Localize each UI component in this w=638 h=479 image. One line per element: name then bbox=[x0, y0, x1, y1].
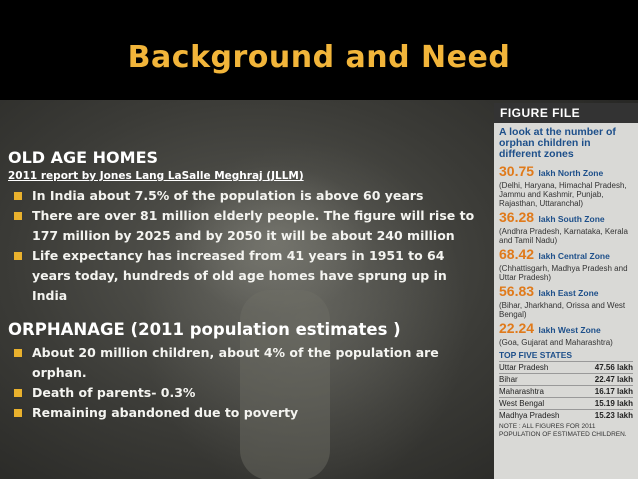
bullet-icon bbox=[14, 212, 22, 220]
figure-intro: A look at the number of orphan children in different zones bbox=[499, 126, 616, 160]
old-age-list bbox=[8, 186, 483, 306]
state-value: 22.47 lakh bbox=[581, 374, 633, 386]
table-row bbox=[499, 410, 633, 422]
list-item bbox=[8, 186, 483, 206]
state-name: Bihar bbox=[499, 374, 581, 386]
bullet-icon bbox=[14, 349, 22, 357]
zone-label: lakh East Zone bbox=[538, 288, 599, 298]
bullet-text: About 20 million children, about 4% of the population are orphan. bbox=[32, 345, 439, 380]
zone-states: (Bihar, Jharkhand, Orissa and West Bengal) bbox=[499, 301, 626, 319]
report-source: 2011 report by Jones Lang LaSalle Meghraj (JLLM) bbox=[8, 170, 304, 182]
zone-states: (Goa, Gujarat and Maharashtra) bbox=[499, 338, 613, 347]
zone-north bbox=[494, 162, 638, 208]
state-value: 47.56 lakh bbox=[581, 362, 633, 374]
bullet-icon bbox=[14, 409, 22, 417]
zone-value: 68.42 bbox=[499, 246, 535, 262]
table-row bbox=[499, 362, 633, 374]
zone-value: 30.75 bbox=[499, 163, 535, 179]
figure-file-panel bbox=[494, 103, 638, 479]
bullet-text: There are over 81 million elderly people. The figure will rise to 177 million by 2025 and by 2050 it will be about 240 million bbox=[32, 208, 475, 243]
list-item bbox=[8, 343, 483, 383]
zone-east bbox=[494, 282, 638, 319]
bullet-text: Life expectancy has increased from 41 years in 1951 to 64 years today, hundreds of old age homes have sprung up in India bbox=[32, 248, 447, 303]
list-item bbox=[8, 383, 483, 403]
zone-value: 36.28 bbox=[499, 209, 535, 225]
list-item bbox=[8, 403, 483, 423]
zone-central bbox=[494, 245, 638, 282]
zone-south bbox=[494, 208, 638, 245]
orphanage-list bbox=[8, 343, 483, 423]
bullet-icon bbox=[14, 192, 22, 200]
bullet-text: Death of parents- 0.3% bbox=[32, 385, 196, 400]
state-value: 15.23 lakh bbox=[581, 410, 633, 422]
old-age-heading: OLD AGE HOMES bbox=[8, 148, 159, 167]
table-row bbox=[499, 386, 633, 398]
list-item bbox=[8, 246, 483, 306]
state-name: West Bengal bbox=[499, 398, 581, 410]
zone-states: (Andhra Pradesh, Karnataka, Kerala and Tamil Nadu) bbox=[499, 227, 628, 245]
state-value: 16.17 lakh bbox=[581, 386, 633, 398]
table-row bbox=[499, 374, 633, 386]
state-name: Madhya Pradesh bbox=[499, 410, 581, 422]
zone-states: (Delhi, Haryana, Himachal Pradesh, Jammu and Kashmir, Punjab, Rajasthan, Uttaranchal) bbox=[499, 181, 627, 208]
table-row bbox=[499, 398, 633, 410]
bullet-icon bbox=[14, 252, 22, 260]
zone-value: 22.24 bbox=[499, 320, 535, 336]
bullet-text: Remaining abandoned due to poverty bbox=[32, 405, 299, 420]
title-bar bbox=[0, 0, 638, 100]
state-name: Maharashtra bbox=[499, 386, 581, 398]
top-states-title: TOP FIVE STATES bbox=[499, 350, 573, 360]
zone-label: lakh North Zone bbox=[538, 168, 604, 178]
slide-content bbox=[8, 148, 483, 423]
list-item bbox=[8, 206, 483, 246]
state-name: Uttar Pradesh bbox=[499, 362, 581, 374]
zone-label: lakh Central Zone bbox=[538, 251, 610, 261]
zone-value: 56.83 bbox=[499, 283, 535, 299]
figure-note: NOTE : ALL FIGURES FOR 2011 POPULATION OF ESTIMATED CHILDREN. bbox=[499, 423, 627, 438]
state-value: 15.19 lakh bbox=[581, 398, 633, 410]
slide-title: Background and Need bbox=[127, 40, 511, 75]
zone-label: lakh South Zone bbox=[538, 214, 605, 224]
zone-label: lakh West Zone bbox=[538, 325, 601, 335]
figure-header: FIGURE FILE bbox=[494, 103, 638, 123]
bullet-icon bbox=[14, 389, 22, 397]
bullet-text: In India about 7.5% of the population is above 60 years bbox=[32, 188, 424, 203]
top-states-table bbox=[499, 361, 633, 421]
orphanage-heading: ORPHANAGE (2011 population estimates ) bbox=[8, 320, 401, 339]
zone-states: (Chhattisgarh, Madhya Pradesh and Uttar Pradesh) bbox=[499, 264, 628, 282]
zone-west bbox=[494, 319, 638, 347]
